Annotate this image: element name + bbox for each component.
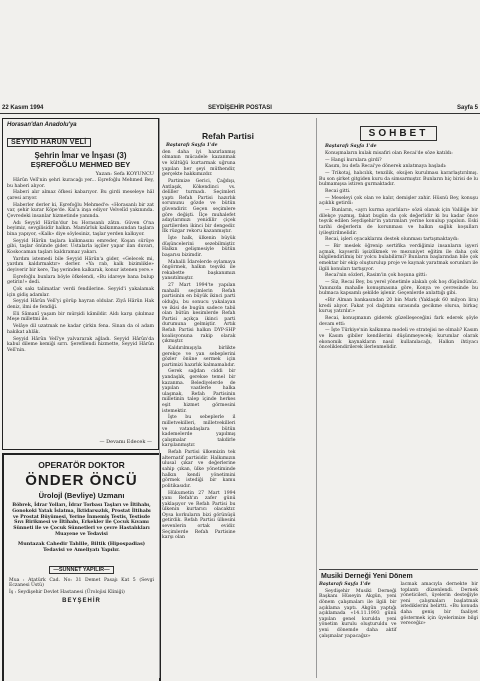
issue-date: 22 Kasım 1994	[2, 105, 44, 111]
column-separator	[316, 118, 317, 678]
sohbet-paragraph: — Meseleyi çok olan ve kalır, demişler zahir. Hüsnü Bey, konuşu açıklık getirdi:	[319, 195, 478, 207]
serial-paragraph: Hârûn Velî'nin şehri kuracağı yer... Eşrefoğlu Mehmed Bey, bu haberi alıyor.	[7, 178, 154, 189]
serial-author: Yazan: Sefa KOYUNCU	[95, 171, 154, 177]
page-number: Sayfa 5	[456, 105, 478, 111]
ad-address: Mua : Atatürk Cad. No: 31 Demet Pasajı Kat 5 (Sevgi Eczanesi Üstü)	[9, 577, 154, 589]
sohbet-article	[319, 117, 478, 567]
musiki-subhead: Baştarafı Sayfa 1'de	[319, 582, 371, 587]
sohbet-paragraph: Recai, işleri oyacaklarını destek olunması tartışmaktaydı:	[325, 237, 459, 243]
sohbet-title: SOHBET	[360, 126, 438, 141]
ad-surgery-label: —SÜNNET YAPILIR—	[49, 566, 113, 574]
newspaper-name: SEYDİŞEHİR POSTASI	[208, 105, 272, 111]
sohbet-paragraph: Recai'nin sözleri, Rasim'in çok hoşuna gitti:	[325, 273, 427, 279]
column-separator	[159, 118, 160, 678]
refah-paragraph: Refah Partisi ülkemizin tek alternatif partisidir. Halkımızın ulusal çıkar ve değerlerine sahip çıkan, ülke yönetiminde halkın kendi yönetimini görmek istediği bir kamu politikasıdır.	[162, 450, 236, 489]
refah-paragraph: Partimize Gerici, Çağdışı, Antlaşık, Kökendinci vs. deliller turmadı. Seçimleri yaptı Refah Partisi hazırlık sorununu gözde ve bütün güvendirir. Geçen seçimlere göre değişti. İlçe muhalefet adaylarımızı yenidilir çiçek partilerden ikinci bir dengedir. İlk rüzgar rekoru kazanmıştır.	[162, 178, 236, 235]
refah-paragraph: 27 Mart 1994'te yapılan mahalli seçimlerin Refah partisinin en büyük ikinci parti olduğu, bu sonucu yakalayan ve ikisi de bugün sadece tabii olan bütün kesimlerde Refah Partisi açıkça ikinci parti durumuna gelmiştir. Artık Refah Partisi halkın DYP-SHP koalisyonuna rakip olarak çıkmıştır.	[162, 283, 236, 345]
refah-subhead: Baştarafı Sayfa 1'de	[166, 143, 218, 148]
refah-paragraph: Mahalli İdarelerde oylamaya öngörmek, halkın teşviki ile rekabette başkanımızı yansıtılmıştır.	[162, 259, 236, 282]
ad-body: Böbrek, İdrar Yolları, İdrar Torbası Taşları ve İltihabı, Gonokoki Yatak İslatma, İktidarsızlık, Prostat İltihabı ve Prostat Büyümesi, Yerine İnmemiş Testis, Testisde Sıvı Birikmesi ve İltihabı, Erkekler ile Çocuk Kıvamı Sünneti ile ve Çocuk Sünnetleri ve çevre Hastalıkları Muayene ve Tedavisi	[12, 503, 151, 537]
musiki-col-left	[319, 582, 397, 640]
musiki-col-right	[401, 582, 479, 640]
refah-paragraph: Kaldırılmışıyla birlikte gerekçe ve yan sebeplerini gözler önüne sermek için partimizi hazırlık kalmamalıdır.	[162, 345, 236, 368]
serial-paragraph: Seyyid Hârûn Velî'yi görüp hayran oldular. Ziyâ Hârûn Hak deniz, ilmi de fendiği.	[7, 299, 154, 310]
serial-paragraph: Adı Seyyid Hârûn'dur bu Horasanlı zâtın. Güven O'na beyimiz, sevgilisidir halkın. Mamûrluk kalkınmasından taşlara bina yapıyor, «Kalk» diye söylesiniz, taşlar yerden kalkıyor.	[7, 220, 154, 237]
refah-paragraph: Gerek sağdan ciddi bir yandaşlık, gerekse temel bir kazanma. Belediyelerde de yapılan vaatlerle halka ulaşmak, Refah Partisinin milletinin talep içinde herkes eşit hizmet görmesini istemektir.	[162, 369, 236, 414]
serial-article-box	[2, 118, 159, 450]
ad-hospital: İş : Seydişehir Devlet Hastanesi (Ürolojisi Kliniği)	[9, 590, 125, 596]
header-rule	[0, 113, 480, 114]
refah-article	[162, 117, 314, 679]
musiki-paragraph: lacmak amacıyla dernekte bir toplantı düzenlendi. Dernek yöneticileri, üyelerin desteğiyle yeni çalışmaları başlatmak istediklerini belirtti. «Bu konuda daha geniş bir faaliyet göstermek için üyelerimize bilgi vereceğiz»	[400, 582, 478, 627]
serial-series-title: SEYYİD HARUN VELİ	[7, 138, 91, 147]
refah-paragraph: den daha iyi hazırlanmış olmanın mücadele kazanmak ve kültüğü kurtarmak uğruna yapılan her şeyi müthendir, gerçekte hakkımızdır.	[162, 149, 236, 178]
serial-body	[7, 178, 154, 353]
sohbet-body	[319, 151, 478, 351]
sohbet-paragraph: — İşte Türkiye'nin kalkınma modeli ve stratejisi ne olmalı? Kasım ve Kasım gibiler kendilerini düşünmeyecek; kurumlar olarak ekonomik kaynakların nasıl kullanılacağı, Halkın ihtiyacı önceliklendirilerek ilerlenmelidir.	[319, 328, 478, 351]
ad-services: Muntazak Cahedir Tahlile, Biltik (Hipospadias) Tedavisi ve Ameliyatı Yapılır.	[17, 540, 146, 553]
serial-paragraph: Çok sakı talimatlar verdi fendilerine. Seyyid'i yakalamak için gidiş adamlar.	[7, 287, 154, 298]
ad-doctor-name: ÖNDER ÖNCÜ	[25, 472, 138, 489]
musiki-article	[319, 569, 478, 680]
doctor-ad-box	[2, 453, 161, 681]
sohbet-paragraph: Recai gitti.	[325, 189, 351, 195]
serial-paragraph: Haberler derler ki, Eşrefoğlu Mehmed'e: «Horasanlı bir zat var, şehir kurar Köpe'de. Kal'a inşa ediyor Velvelîd yakınında. Çevredeki insanlar hizmetinde yanında.	[7, 202, 154, 219]
ad-title: OPERATÖR DOKTOR	[38, 460, 125, 470]
sohbet-paragraph: — Bunların, «ayrı kurma ayarlıları» sözü olanak için Valiliğe bir dilekçe yazmış, fakat bugün da çok değerlidir ki bu kadar önce teşvik edilen Seydişehir'in yatırımları yerine konulup yapılsın. Eski tarihi değerlerin de korunması ve halkın sağlık koşulları iyileştirilmelidir.	[319, 208, 478, 236]
serial-paragraph: Velâye dil uzatmak ne kadar çirkin fena. Sinan da ol adam hakikat ahlâk.	[7, 324, 154, 335]
serial-paragraph: Eli Sâmanî yaşam bir mürşidi kâmildir. Aldı karşı çıkılmaz Meşe milletmi ile.	[7, 311, 154, 323]
ad-city: BEYŞEHİR	[62, 597, 101, 604]
sohbet-paragraph: — Hangi kurulara girdi?	[325, 157, 382, 163]
refah-paragraph: İşte halk, ülkenin büyük düşüncelerini sezebilmiştir. Halkın gelişmesiyle bütün başarısı bizimdir.	[162, 236, 236, 258]
serial-paragraph: Eşrefoğlu bunlara böyle öfkelendi, «Bu idareye bana bulup getirin!» dedi.	[7, 274, 154, 286]
sohbet-paragraph: Konuşmaların kulak misafiri olan Recai'de söze katıldı:	[325, 150, 453, 156]
refah-paragraph: İşte bu sebeplerle il milletvekilleri, milletvekilleri ve vatandaşlara bütün kademelerde yapılmış çalışmalar takdirle karşılanmıştır.	[162, 415, 236, 449]
sohbet-paragraph: — Trikotaj, halıcılık, tenzilik, oksijen kurulması kararlaştırılmış. Bu son şirket gitgiden kuru da simsarmıştır. Bunların hiç birisi de lu bulmamışsa istiren gurmaktadır.	[319, 171, 478, 188]
sohbet-paragraph: — Bir meslek öğrenip sertifika verdiğimiz insanların işyeri açmak, kayserili işsizlikmek ve mezuniyet eğitim ile daha çok bilgilendirilmiş bir yolcu bulabilirmi? Bunların başlarından bile çok emektar bir ekip oluşturulup proje ve kaynak yaratmak sorunları ile ilgili konuları tartışıyor.	[319, 244, 478, 272]
serial-title-line-2: EŞREFOĞLU MEHMED BEY	[30, 160, 131, 169]
serial-kicker: Horasan'dan Anadolu'ya	[7, 122, 77, 128]
sohbet-paragraph: «Bir Alman bankasından 20 bin Mark (Yaklaşık 60 milyon lira) kredi alıyor. Fakat yol dağıtımı sırasında gecikme olursa, birkaç kuruş yatırılır.»	[319, 298, 478, 315]
sohbet-paragraph: Recai, konuşmanın giderek güzelleşeceğini fark ederek şöyle devam etti:	[319, 316, 478, 327]
ad-specialty: Ürolojİ (Bevliye) Uzmanı	[38, 491, 125, 500]
musiki-title: Musiki Derneği Yeni Dönem	[321, 573, 413, 580]
serial-continued: — Devamı Edecek —	[99, 439, 152, 445]
refah-body	[162, 150, 314, 670]
serial-paragraph: Seyyid Hârûn taşlara kalkmasını emreder, Koşan sürüye gibi, taşlar önünde gider. Ustalarla işçiler yapar ilan duvarı, Koskocaman taşları kaldıramaz yakarı.	[7, 238, 154, 255]
sohbet-subhead: Baştarafı Sayfa 1'de	[325, 144, 377, 149]
sohbet-paragraph: — Siz, Recai Bey, bu yerel yönetimle alakalı çok hoş düşündünüz. Yanınızda mahalle konuşmasına göre, Konya ve çevresinde bu bulmaca kapsamlı şekilde işlenir. Geçenlerde anlattığı gibi.	[319, 280, 478, 297]
serial-paragraph: Yardım istemedi bile Seyyid Hârûn'a gider, «Gelecek mi, yardım kaldırmaktır» derler. «Ya rab, kalk bizimlikle» deyiverir bir kere, Taş yerinden kalkarak, konur istenen yere.»	[7, 256, 154, 273]
sohbet-paragraph: Kasım, bu defa Recai'ye dönerek anlatmaya başladı:	[325, 164, 447, 170]
musiki-paragraph: Seydişehir Musiki Derneği Başkanı Hüseyin Akgün, yeni dönem çalışmaları ile ilgili bir açıklama yaptı. Akgün yaptığı açıklamada «14.11.1993 günü yapılan genel kurulda yeni yönetim kurulu oluşturuldu ve yeni dönemde daha aktif çalışmalar yapacağız»	[319, 588, 397, 639]
serial-title-line-1: Şehrin İmar ve İnşası (3)	[34, 151, 127, 160]
refah-headline: Refah Partisi	[202, 131, 254, 141]
serial-paragraph: Seyyid Hârûn Velî'ye yalvararak ağladı. Seyyid Hârûn'da kabul dileme kemiği sırrı. Şerefilendi hizmette, Seyyid Hârûn Velî'nin.	[7, 336, 154, 353]
refah-paragraph: Hükumetin 27 Mart 1994 yanı Refah'ın zafer günü yaklaşıyor ve Refah Partisi bu ülkenin kurtarıcı olacaktır. Oysa korkuların bizi görünüşü getirdik. Refah Partisi ülkesini sevenlerin ortak evidir. Seçimlerde Refah Partisine karşı olan	[162, 490, 236, 541]
serial-paragraph: Haberi alır almaz öfkesi kabarıyor. Bu girdi meseleye hâl çaresi arıyor.	[7, 190, 154, 201]
